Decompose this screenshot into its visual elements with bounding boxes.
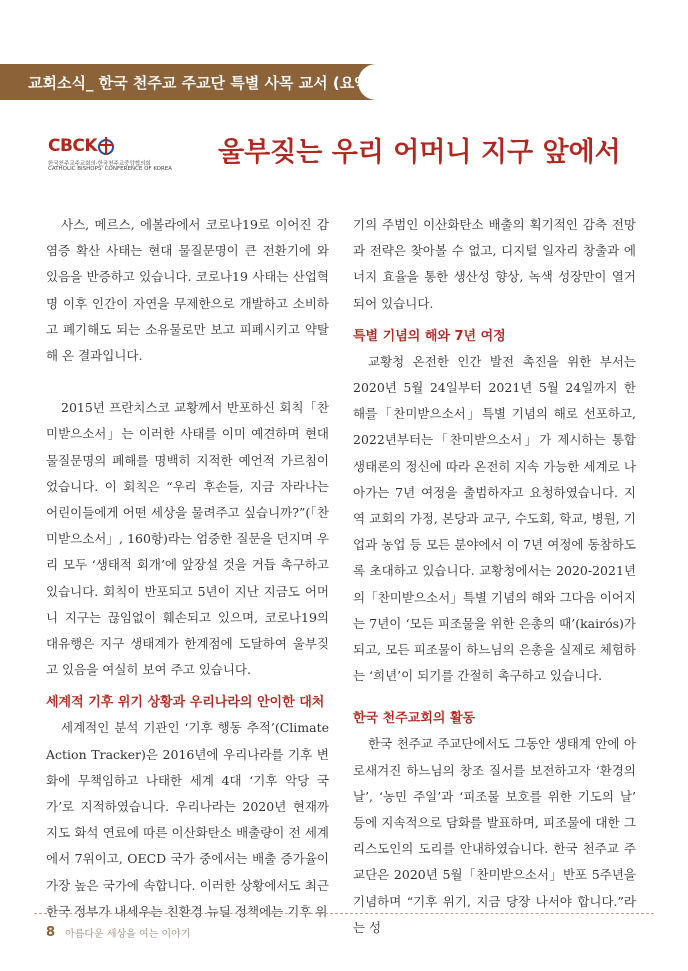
logo-subtitle-korean: 한국천주교주교회의·한국천주교중앙협의회 <box>48 161 151 167</box>
logo-text: CBCK <box>48 136 98 156</box>
paragraph: 교황청 온전한 인간 발전 촉진을 위한 부서는 2020년 5월 24일부터 2021년 5월 24일까지 한 해를「찬미받으소서」특별 기념의 해로 선포하고, 2022년부터는「찬미받으소서」가 제시하는 통합 생태론의 정신에 따라 온전히 지속 가능한 세계로 나아가는 7년 여정을 출범하자고 요청하였습니다. 지역 교회의 가정, 본당과 교구, 수도회, 학교, 병원, 기업과 농업 등 모든 분야에서 이 7년 여정에 동참하도록 초대하고 있습니다. 교황청에서는 2020-2021년의「찬미받으소서」특별 기념의 해와 그다음 이어지는 7년이 ‘모든 피조물을 위한 은총의 때’(kairós)가 되고, 모든 피조물이 하느님의 은총을 실제로 체험하는 ‘희년’이 되기를 간절히 촉구하고 있습니다. <box>353 353 636 684</box>
section-heading: 세계적 기후 위기 상황과 우리나라의 안이한 대처 <box>46 695 325 711</box>
footer-divider <box>34 913 654 914</box>
right-column <box>353 212 636 941</box>
section-header-title: 교회소식_ 한국 천주교 주교단 특별 사목 교서 (요약) <box>28 73 376 92</box>
page-footer <box>46 925 191 940</box>
article-title: 울부짖는 우리 어머니 지구 앞에서 <box>218 137 621 168</box>
page-number: 8 <box>46 925 56 940</box>
paragraph: 세계적인 분석 기관인 ‘기후 행동 추적’(Climate Action Tracker)은 2016년에 우리나라를 기후 변화에 무책임하고 나태한 세계 4대 ‘기후 악당 국가’로 지적하였습니다. 우리나라는 2020년 현재까지도 화석 연료에 따른 이산화탄소 배출량이 전 세계에서 7위이고, OECD 국가 중에서는 배출 증가율이 가장 높은 국가에 속합니다. 이러한 상황에서도 최근 한국 정부가 내세우는 친환경 뉴딜 정책에는 기후 위 <box>46 720 329 919</box>
header-band-end <box>358 64 688 100</box>
magazine-name: 아름다운 세상을 여는 이야기 <box>65 929 191 940</box>
left-column <box>46 212 329 925</box>
logo-subtitle-english: CATHOLIC BISHOPS' CONFERENCE OF KOREA <box>48 166 173 172</box>
section-heading: 한국 천주교회의 활동 <box>353 711 476 727</box>
cbck-logo <box>48 136 188 174</box>
cross-globe-icon <box>96 136 116 156</box>
section-header-band <box>0 64 688 100</box>
paragraph: 기의 주범인 이산화탄소 배출의 획기적인 감축 전망과 전략은 찾아볼 수 없고, 디지털 일자리 창출과 에너지 효율을 통한 생산성 향상, 녹색 성장만이 열거되어 있습니다. <box>353 217 636 311</box>
paragraph: 한국 천주교 주교단에서도 그동안 생태계 안에 아로새겨진 하느님의 창조 질서를 보전하고자 ‘환경의 날’, ‘농민 주일’과 ‘피조물 보호를 위한 기도의 날’ 등에 지속적으로 담화를 발표하며, 피조물에 대한 그리스도인의 도리를 안내하였습니다. 한국 천주교 주교단은 2020년 5월「찬미받으소서」반포 5주년을 기념하며 “기후 위기, 지금 당장 나서야 합니다.”라는 성 <box>353 736 636 935</box>
section-heading: 특별 기념의 해와 7년 여정 <box>353 328 506 344</box>
paragraph: 2015년 프란치스코 교황께서 반포하신 회칙「찬미받으소서」는 이러한 사태를 이미 예견하며 현대 물질문명의 폐해를 명백히 지적한 예언적 가르침이었습니다. 이 회칙은 “우리 후손들, 지금 자라나는 어린이들에게 어떤 세상을 물려주고 싶습니까?”(「찬미받으소서」, 160항)라는 엄중한 질문을 던지며 우리 모두 ‘생태적 회개’에 앞장설 것을 거듭 촉구하고 있습니다. 회칙이 반포되고 5년이 지난 지금도 어머니 지구는 끊임없이 훼손되고 있으며, 코로나19의 대유행은 지구 생태계가 한계점에 도달하여 울부짖고 있음을 여실히 보여 주고 있습니다. <box>46 400 329 678</box>
paragraph: 사스, 메르스, 에볼라에서 코로나19로 이어진 감염증 확산 사태는 현대 물질문명이 큰 전환기에 와 있음을 반증하고 있습니다. 코로나19 사태는 산업혁명 이후 인간이 자연을 무제한으로 개발하고 소비하고 폐기해도 되는 소유물로만 보고 피폐시키고 약탈해 온 결과입니다. <box>46 217 329 364</box>
